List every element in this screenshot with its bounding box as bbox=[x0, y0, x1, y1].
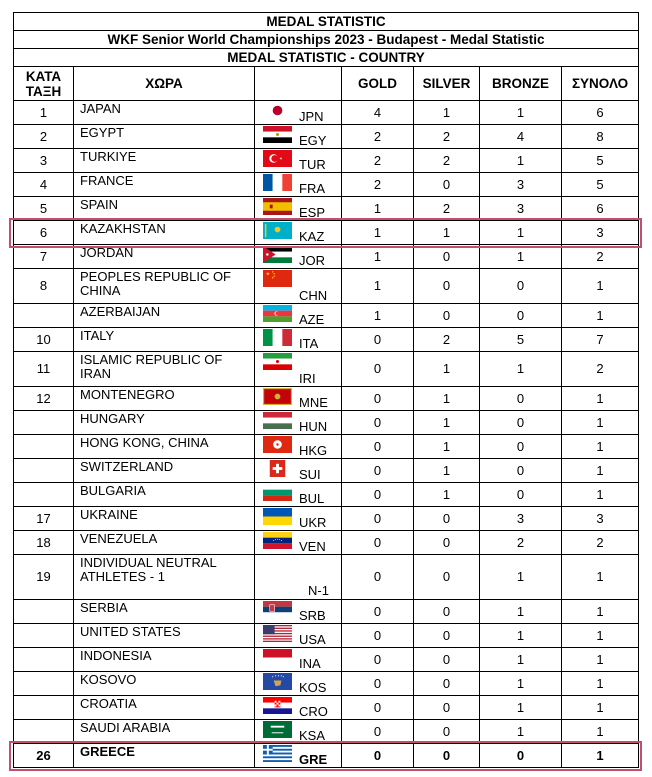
gold-count-cell: 0 bbox=[342, 672, 414, 696]
table-row bbox=[14, 507, 639, 531]
gold-count-cell: 1 bbox=[342, 221, 414, 245]
silver-count-cell: 0 bbox=[414, 720, 480, 744]
country-name-cell: SPAIN bbox=[74, 197, 255, 221]
gold-count-cell: 0 bbox=[342, 600, 414, 624]
table-row bbox=[14, 483, 639, 507]
table-row bbox=[14, 173, 639, 197]
country-code: KSA bbox=[299, 728, 326, 743]
gold-count-cell: 0 bbox=[342, 648, 414, 672]
country-name-cell: JORDAN bbox=[74, 245, 255, 269]
country-code: IRI bbox=[299, 371, 316, 386]
bronze-count-cell: 1 bbox=[480, 672, 562, 696]
bronze-count-cell: 3 bbox=[480, 507, 562, 531]
silver-count-cell: 0 bbox=[414, 531, 480, 555]
table-row bbox=[14, 720, 639, 744]
total-count-cell: 6 bbox=[562, 101, 639, 125]
silver-count-cell: 0 bbox=[414, 173, 480, 197]
flag-code-cell bbox=[255, 531, 342, 555]
bronze-count-cell: 0 bbox=[480, 459, 562, 483]
gold-count-cell: 2 bbox=[342, 125, 414, 149]
bronze-count-cell: 1 bbox=[480, 624, 562, 648]
total-count-cell: 2 bbox=[562, 245, 639, 269]
rank-column-header: ΚΑΤΑ ΤΑΞΗ bbox=[14, 67, 74, 101]
rank-cell bbox=[14, 483, 74, 507]
china-flag bbox=[263, 270, 292, 287]
montenegro-flag bbox=[263, 388, 292, 405]
silver-count-cell: 1 bbox=[414, 387, 480, 411]
total-count-cell: 1 bbox=[562, 696, 639, 720]
flag-code-cell bbox=[255, 648, 342, 672]
flag-code-cell bbox=[255, 101, 342, 125]
silver-count-cell: 0 bbox=[414, 507, 480, 531]
country-code: HKG bbox=[299, 443, 328, 458]
table-row bbox=[14, 624, 639, 648]
bronze-count-cell: 3 bbox=[480, 197, 562, 221]
gold-count-cell: 1 bbox=[342, 197, 414, 221]
gold-count-cell: 0 bbox=[342, 435, 414, 459]
italy-flag bbox=[263, 329, 292, 346]
silver-count-cell: 0 bbox=[414, 269, 480, 304]
total-count-cell: 1 bbox=[562, 555, 639, 600]
silver-count-cell: 0 bbox=[414, 600, 480, 624]
flag-code-cell bbox=[255, 387, 342, 411]
total-count-cell: 1 bbox=[562, 624, 639, 648]
rank-cell bbox=[14, 720, 74, 744]
total-count-cell: 3 bbox=[562, 507, 639, 531]
country-name-cell: UNITED STATES bbox=[74, 624, 255, 648]
country-code: UKR bbox=[299, 515, 327, 530]
gold-count-cell: 1 bbox=[342, 245, 414, 269]
silver-count-cell: 1 bbox=[414, 435, 480, 459]
bronze-count-cell: 0 bbox=[480, 744, 562, 768]
country-code: AZE bbox=[299, 312, 325, 327]
bronze-count-cell: 1 bbox=[480, 696, 562, 720]
flag-code-cell bbox=[255, 245, 342, 269]
bronze-count-cell: 1 bbox=[480, 245, 562, 269]
total-count-cell: 2 bbox=[562, 352, 639, 387]
table-row bbox=[14, 672, 639, 696]
flag-code-cell bbox=[255, 720, 342, 744]
rank-cell: 11 bbox=[14, 352, 74, 387]
country-code: ESP bbox=[299, 205, 326, 220]
gold-count-cell: 0 bbox=[342, 531, 414, 555]
gold-count-cell: 0 bbox=[342, 459, 414, 483]
rank-cell: 3 bbox=[14, 149, 74, 173]
country-name-cell: SAUDI ARABIA bbox=[74, 720, 255, 744]
flag-code-cell bbox=[255, 173, 342, 197]
table-row bbox=[14, 125, 639, 149]
bronze-count-cell: 0 bbox=[480, 269, 562, 304]
gold-count-cell: 4 bbox=[342, 101, 414, 125]
bronze-count-cell: 2 bbox=[480, 531, 562, 555]
silver-count-cell: 0 bbox=[414, 672, 480, 696]
flag-code-cell bbox=[255, 411, 342, 435]
egypt-flag bbox=[263, 126, 292, 143]
bronze-count-cell: 1 bbox=[480, 149, 562, 173]
country-code: CHN bbox=[299, 288, 328, 303]
country-name-cell: HONG KONG, CHINA bbox=[74, 435, 255, 459]
ukraine-flag bbox=[263, 508, 292, 525]
total-count-cell: 2 bbox=[562, 531, 639, 555]
country-code: FRA bbox=[299, 181, 325, 196]
table-row bbox=[14, 744, 639, 768]
silver-count-cell: 0 bbox=[414, 744, 480, 768]
table-row bbox=[14, 648, 639, 672]
gold-count-cell: 0 bbox=[342, 744, 414, 768]
flag-code-cell bbox=[255, 696, 342, 720]
country-name-cell: CROATIA bbox=[74, 696, 255, 720]
silver-count-cell: 0 bbox=[414, 245, 480, 269]
country-code: MNE bbox=[299, 395, 328, 410]
bronze-count-cell: 1 bbox=[480, 600, 562, 624]
total-count-cell: 1 bbox=[562, 459, 639, 483]
rank-cell: 17 bbox=[14, 507, 74, 531]
total-count-cell: 1 bbox=[562, 435, 639, 459]
silver-count-cell: 0 bbox=[414, 648, 480, 672]
rank-cell: 18 bbox=[14, 531, 74, 555]
table-row bbox=[14, 101, 639, 125]
rank-cell bbox=[14, 624, 74, 648]
silver-count-cell: 1 bbox=[414, 411, 480, 435]
iran-flag bbox=[263, 353, 292, 370]
country-code: INA bbox=[299, 656, 321, 671]
switzerland-flag bbox=[263, 460, 292, 477]
bronze-count-cell: 1 bbox=[480, 648, 562, 672]
country-name-cell: EGYPT bbox=[74, 125, 255, 149]
total-count-cell: 1 bbox=[562, 304, 639, 328]
table-row bbox=[14, 531, 639, 555]
azerbaijan-flag bbox=[263, 305, 292, 322]
country-code: SRB bbox=[299, 608, 326, 623]
country-code: KAZ bbox=[299, 229, 325, 244]
rank-cell: 19 bbox=[14, 555, 74, 600]
table-row bbox=[14, 696, 639, 720]
table-row bbox=[14, 387, 639, 411]
country-code: TUR bbox=[299, 157, 326, 172]
country-code: N-1 bbox=[308, 583, 329, 598]
country-code: KOS bbox=[299, 680, 327, 695]
table-row bbox=[14, 149, 639, 173]
country-name-cell: VENEZUELA bbox=[74, 531, 255, 555]
gold-count-cell: 2 bbox=[342, 149, 414, 173]
table-row bbox=[14, 352, 639, 387]
gold-count-cell: 1 bbox=[342, 304, 414, 328]
country-name-cell: KOSOVO bbox=[74, 672, 255, 696]
bronze-count-cell: 1 bbox=[480, 101, 562, 125]
total-count-cell: 7 bbox=[562, 328, 639, 352]
spain-flag bbox=[263, 198, 292, 215]
country-code: CRO bbox=[299, 704, 328, 719]
gold-count-cell: 0 bbox=[342, 411, 414, 435]
bronze-count-cell: 1 bbox=[480, 555, 562, 600]
medal-statistic-table bbox=[13, 12, 639, 768]
table-row bbox=[14, 328, 639, 352]
bronze-count-cell: 4 bbox=[480, 125, 562, 149]
total-count-cell: 3 bbox=[562, 221, 639, 245]
rank-cell bbox=[14, 696, 74, 720]
silver-count-cell: 0 bbox=[414, 696, 480, 720]
total-count-cell: 1 bbox=[562, 600, 639, 624]
flag-code-cell bbox=[255, 221, 342, 245]
rank-cell: 1 bbox=[14, 101, 74, 125]
total-count-cell: 1 bbox=[562, 269, 639, 304]
total-count-cell: 1 bbox=[562, 720, 639, 744]
country-name-cell: BULGARIA bbox=[74, 483, 255, 507]
bronze-count-cell: 5 bbox=[480, 328, 562, 352]
flag-code-cell bbox=[255, 459, 342, 483]
country-name-cell: JAPAN bbox=[74, 101, 255, 125]
country-code: BUL bbox=[299, 491, 325, 506]
rank-cell bbox=[14, 600, 74, 624]
bronze-count-cell: 0 bbox=[480, 483, 562, 507]
usa-flag bbox=[263, 625, 292, 642]
country-code: GRE bbox=[299, 752, 328, 767]
table-row bbox=[14, 221, 639, 245]
total-count-cell: 1 bbox=[562, 672, 639, 696]
hungary-flag bbox=[263, 412, 292, 429]
table-row bbox=[14, 245, 639, 269]
flag-column-header bbox=[255, 67, 342, 101]
bronze-column-header: BRONZE bbox=[480, 67, 562, 101]
table-row bbox=[14, 555, 639, 600]
table-row bbox=[14, 435, 639, 459]
rank-cell: 5 bbox=[14, 197, 74, 221]
table-row bbox=[14, 304, 639, 328]
gold-count-cell: 0 bbox=[342, 624, 414, 648]
bronze-count-cell: 0 bbox=[480, 304, 562, 328]
table-row bbox=[14, 600, 639, 624]
country-code: JPN bbox=[299, 109, 324, 124]
rank-cell bbox=[14, 648, 74, 672]
flag-code-cell bbox=[255, 197, 342, 221]
country-name-cell: UKRAINE bbox=[74, 507, 255, 531]
country-name-cell: INDIVIDUAL NEUTRAL ATHLETES - 1 bbox=[74, 555, 255, 600]
bronze-count-cell: 3 bbox=[480, 173, 562, 197]
silver-count-cell: 2 bbox=[414, 125, 480, 149]
rank-cell: 10 bbox=[14, 328, 74, 352]
silver-count-cell: 2 bbox=[414, 149, 480, 173]
silver-count-cell: 0 bbox=[414, 624, 480, 648]
total-count-cell: 5 bbox=[562, 149, 639, 173]
rank-cell: 8 bbox=[14, 269, 74, 304]
rank-cell bbox=[14, 672, 74, 696]
country-name-cell: HUNGARY bbox=[74, 411, 255, 435]
flag-code-cell bbox=[255, 304, 342, 328]
gold-count-cell: 0 bbox=[342, 387, 414, 411]
flag-code-cell bbox=[255, 269, 342, 304]
country-name-cell: AZERBAIJAN bbox=[74, 304, 255, 328]
total-count-cell: 1 bbox=[562, 483, 639, 507]
flag-code-cell bbox=[255, 555, 342, 600]
silver-count-cell: 2 bbox=[414, 197, 480, 221]
country-name-cell: SERBIA bbox=[74, 600, 255, 624]
country-name-cell: GREECE bbox=[74, 744, 255, 768]
flag-code-cell bbox=[255, 744, 342, 768]
gold-count-cell: 0 bbox=[342, 696, 414, 720]
total-count-cell: 6 bbox=[562, 197, 639, 221]
bronze-count-cell: 0 bbox=[480, 435, 562, 459]
country-code: USA bbox=[299, 632, 326, 647]
turkey-flag bbox=[263, 150, 292, 167]
silver-column-header: SILVER bbox=[414, 67, 480, 101]
country-code: JOR bbox=[299, 253, 325, 268]
rank-cell bbox=[14, 304, 74, 328]
gold-column-header: GOLD bbox=[342, 67, 414, 101]
total-count-cell: 1 bbox=[562, 387, 639, 411]
silver-count-cell: 0 bbox=[414, 555, 480, 600]
bronze-count-cell: 1 bbox=[480, 352, 562, 387]
gold-count-cell: 2 bbox=[342, 173, 414, 197]
table-row bbox=[14, 197, 639, 221]
flag-code-cell bbox=[255, 624, 342, 648]
flag-code-cell bbox=[255, 352, 342, 387]
bronze-count-cell: 0 bbox=[480, 411, 562, 435]
silver-count-cell: 1 bbox=[414, 101, 480, 125]
venezuela-flag bbox=[263, 532, 292, 549]
table-subtitle: WKF Senior World Championships 2023 - Budapest - Medal Statistic bbox=[14, 31, 639, 49]
saudi-arabia-flag bbox=[263, 721, 292, 738]
flag-code-cell bbox=[255, 149, 342, 173]
country-name-cell: ITALY bbox=[74, 328, 255, 352]
rank-cell: 2 bbox=[14, 125, 74, 149]
medal-table-container bbox=[13, 12, 638, 768]
country-code: ITA bbox=[299, 336, 319, 351]
france-flag bbox=[263, 174, 292, 191]
table-row bbox=[14, 411, 639, 435]
serbia-flag bbox=[263, 601, 292, 618]
flag-code-cell bbox=[255, 328, 342, 352]
country-name-cell: SWITZERLAND bbox=[74, 459, 255, 483]
country-code: SUI bbox=[299, 467, 321, 482]
gold-count-cell: 0 bbox=[342, 555, 414, 600]
gold-count-cell: 0 bbox=[342, 328, 414, 352]
gold-count-cell: 0 bbox=[342, 507, 414, 531]
bronze-count-cell: 1 bbox=[480, 221, 562, 245]
rank-cell bbox=[14, 411, 74, 435]
flag-code-cell bbox=[255, 600, 342, 624]
flag-code-cell bbox=[255, 483, 342, 507]
bronze-count-cell: 1 bbox=[480, 720, 562, 744]
silver-count-cell: 1 bbox=[414, 459, 480, 483]
jordan-flag bbox=[263, 246, 292, 263]
bulgaria-flag bbox=[263, 484, 292, 501]
silver-count-cell: 1 bbox=[414, 221, 480, 245]
rank-cell: 12 bbox=[14, 387, 74, 411]
kosovo-flag bbox=[263, 673, 292, 690]
total-count-cell: 1 bbox=[562, 744, 639, 768]
country-code: VEN bbox=[299, 539, 326, 554]
total-count-cell: 1 bbox=[562, 648, 639, 672]
silver-count-cell: 0 bbox=[414, 304, 480, 328]
flag-code-cell bbox=[255, 435, 342, 459]
rank-cell: 26 bbox=[14, 744, 74, 768]
country-column-header: ΧΩΡΑ bbox=[74, 67, 255, 101]
country-name-cell: PEOPLES REPUBLIC OF CHINA bbox=[74, 269, 255, 304]
table-row bbox=[14, 459, 639, 483]
gold-count-cell: 0 bbox=[342, 720, 414, 744]
table-section-title: MEDAL STATISTIC - COUNTRY bbox=[14, 49, 639, 67]
country-name-cell: ISLAMIC REPUBLIC OF IRAN bbox=[74, 352, 255, 387]
gold-count-cell: 1 bbox=[342, 269, 414, 304]
flag-code-cell bbox=[255, 672, 342, 696]
country-name-cell: KAZAKHSTAN bbox=[74, 221, 255, 245]
country-name-cell: TURKIYE bbox=[74, 149, 255, 173]
total-count-cell: 5 bbox=[562, 173, 639, 197]
silver-count-cell: 1 bbox=[414, 483, 480, 507]
total-count-cell: 1 bbox=[562, 411, 639, 435]
silver-count-cell: 2 bbox=[414, 328, 480, 352]
gold-count-cell: 0 bbox=[342, 352, 414, 387]
japan-flag bbox=[263, 102, 292, 119]
rank-cell bbox=[14, 435, 74, 459]
kazakhstan-flag bbox=[263, 222, 292, 239]
flag-code-cell bbox=[255, 125, 342, 149]
country-name-cell: MONTENEGRO bbox=[74, 387, 255, 411]
total-count-cell: 8 bbox=[562, 125, 639, 149]
gold-count-cell: 0 bbox=[342, 483, 414, 507]
table-row bbox=[14, 269, 639, 304]
rank-cell: 4 bbox=[14, 173, 74, 197]
country-name-cell: INDONESIA bbox=[74, 648, 255, 672]
flag-code-cell bbox=[255, 507, 342, 531]
table-title: MEDAL STATISTIC bbox=[14, 13, 639, 31]
rank-cell: 7 bbox=[14, 245, 74, 269]
indonesia-flag bbox=[263, 649, 292, 666]
country-code: HUN bbox=[299, 419, 328, 434]
bronze-count-cell: 0 bbox=[480, 387, 562, 411]
country-code: EGY bbox=[299, 133, 327, 148]
total-column-header: ΣΥΝΟΛΟ bbox=[562, 67, 639, 101]
rank-cell: 6 bbox=[14, 221, 74, 245]
hong-kong-flag bbox=[263, 436, 292, 453]
croatia-flag bbox=[263, 697, 292, 714]
rank-cell bbox=[14, 459, 74, 483]
greece-flag bbox=[263, 745, 292, 762]
country-name-cell: FRANCE bbox=[74, 173, 255, 197]
silver-count-cell: 1 bbox=[414, 352, 480, 387]
